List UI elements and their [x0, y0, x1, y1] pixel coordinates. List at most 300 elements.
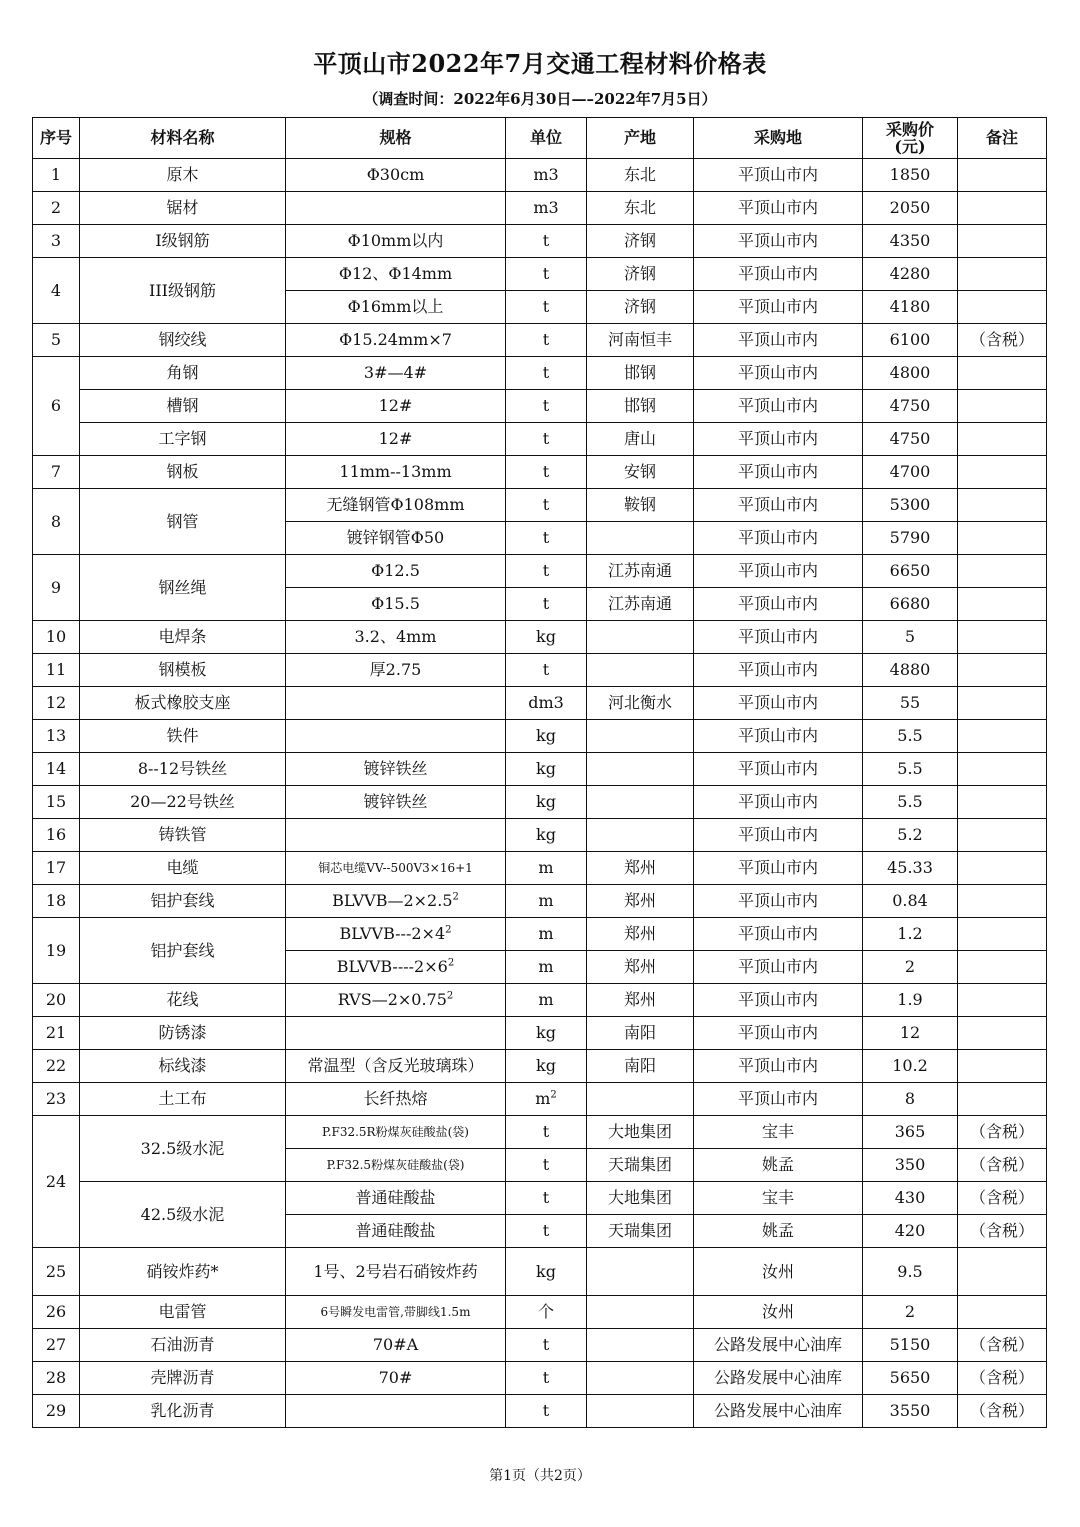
table-row: [33, 1248, 1047, 1296]
cell-purchase-place: [694, 1329, 863, 1362]
table-row: [33, 1362, 1047, 1395]
cell-origin: [587, 819, 694, 852]
cell-no: [33, 192, 80, 225]
cell-material-name-text: 20—22号铁丝: [130, 792, 235, 811]
cell-price-text: 1850: [889, 165, 931, 184]
cell-price-text: 3550: [889, 1401, 931, 1420]
cell-no-text: 27: [45, 1335, 67, 1354]
cell-spec-text: Φ12、Φ14mm: [338, 264, 453, 283]
cell-material-name: [80, 1329, 286, 1362]
cell-origin-text: 南阳: [623, 1056, 656, 1075]
cell-spec: [286, 456, 506, 489]
cell-material-name-text: 锯材: [166, 198, 199, 217]
cell-purchase-place: [694, 522, 863, 555]
cell-no: [33, 654, 80, 687]
superscript: 2: [446, 990, 454, 1002]
cell-price: [863, 555, 958, 588]
cell-spec-text: 3#—4#: [363, 363, 428, 382]
cell-origin: [587, 1149, 694, 1182]
cell-price-text: 5.5: [897, 792, 923, 811]
cell-origin: [587, 588, 694, 621]
cell-material-name-text: 乳化沥青: [150, 1401, 215, 1420]
cell-spec-text: P.F32.5粉煤灰硅酸盐(袋): [326, 1158, 465, 1172]
cell-spec: [286, 654, 506, 687]
cell-origin: [587, 357, 694, 390]
cell-no: [33, 819, 80, 852]
cell-unit: [506, 1050, 587, 1083]
cell-note-text: （含税）: [969, 330, 1034, 349]
cell-no-text: 9: [50, 577, 62, 597]
cell-purchase-place: [694, 918, 863, 951]
cell-unit-text: t: [542, 1401, 550, 1420]
cell-unit-text: t: [542, 462, 550, 481]
cell-purchase-place: [694, 390, 863, 423]
cell-unit-text: m3: [533, 198, 559, 217]
cell-material-name: [80, 489, 286, 555]
cell-unit-text: t: [542, 561, 550, 580]
cell-purchase-place-text: 平顶山市内: [737, 891, 818, 910]
cell-purchase-place-text: 平顶山市内: [737, 858, 818, 877]
cell-origin-text: 郑州: [623, 891, 656, 910]
cell-material-name-text: 铁件: [166, 726, 199, 745]
cell-spec: [286, 225, 506, 258]
cell-purchase-place-text: 平顶山市内: [737, 594, 818, 613]
cell-price-text: 420: [894, 1221, 926, 1240]
cell-purchase-place: [694, 588, 863, 621]
cell-unit: [506, 522, 587, 555]
cell-purchase-place: [694, 1248, 863, 1296]
cell-unit-text: m3: [533, 165, 559, 184]
cell-no-text: 1: [50, 165, 62, 184]
cell-purchase-place: [694, 423, 863, 456]
cell-price-text: 4880: [889, 660, 931, 679]
cell-unit-text: m: [535, 1089, 551, 1108]
cell-spec-text: 镀锌铁丝: [363, 759, 428, 778]
cell-no: [33, 1116, 80, 1248]
cell-note: [958, 1182, 1047, 1215]
cell-no: [33, 786, 80, 819]
cell-no: [33, 225, 80, 258]
cell-no: [33, 852, 80, 885]
cell-note-text: （含税）: [969, 1221, 1034, 1240]
cell-unit: [506, 1395, 587, 1428]
cell-origin: [587, 1083, 694, 1116]
cell-note: [958, 1296, 1047, 1329]
cell-material-name: [80, 687, 286, 720]
table-row: [33, 885, 1047, 918]
cell-price: [863, 1083, 958, 1116]
cell-unit: [506, 984, 587, 1017]
cell-spec: [286, 390, 506, 423]
cell-unit-text: t: [542, 1188, 550, 1207]
cell-purchase-place: [694, 951, 863, 984]
cell-unit-text: m: [538, 924, 554, 943]
cell-price-text: 2050: [889, 198, 931, 217]
table-row: [33, 1329, 1047, 1362]
cell-spec: [286, 357, 506, 390]
cell-no: [33, 1395, 80, 1428]
cell-unit: [506, 1182, 587, 1215]
cell-origin-text: 南阳: [623, 1023, 656, 1042]
cell-material-name-text: 钢模板: [158, 660, 207, 679]
cell-spec-text: P.F32.5R粉煤灰硅酸盐(袋): [322, 1125, 469, 1139]
cell-price-text: 6680: [889, 594, 931, 613]
table-row: [33, 324, 1047, 357]
cell-no: [33, 159, 80, 192]
cell-unit: [506, 423, 587, 456]
cell-unit: [506, 786, 587, 819]
cell-origin-text: 东北: [623, 198, 656, 217]
cell-purchase-place: [694, 489, 863, 522]
cell-note-text: （含税）: [969, 1122, 1034, 1141]
cell-price: [863, 786, 958, 819]
cell-no-text: 20: [45, 990, 67, 1009]
cell-unit-text: t: [542, 1335, 550, 1354]
cell-spec: [286, 918, 506, 951]
table-row: [33, 621, 1047, 654]
cell-unit: [506, 1362, 587, 1395]
cell-unit-text: kg: [536, 1056, 556, 1075]
cell-price-text: 0.84: [892, 891, 928, 910]
cell-note: [958, 918, 1047, 951]
cell-material-name: [80, 753, 286, 786]
cell-origin-text: 河南恒丰: [607, 330, 672, 349]
cell-purchase-place-text: 平顶山市内: [737, 198, 818, 217]
cell-unit: [506, 918, 587, 951]
cell-unit-text: t: [542, 1122, 550, 1141]
cell-price-text: 10.2: [892, 1056, 928, 1075]
cell-no: [33, 720, 80, 753]
cell-no-text: 17: [45, 858, 67, 877]
cell-purchase-place: [694, 159, 863, 192]
cell-unit-text: m: [538, 957, 554, 976]
cell-material-name: [80, 1395, 286, 1428]
cell-purchase-place-text: 平顶山市内: [737, 429, 818, 448]
cell-purchase-place: [694, 1395, 863, 1428]
cell-purchase-place-text: 公路发展中心油库: [713, 1335, 842, 1354]
cell-price: [863, 456, 958, 489]
cell-price-text: 45.33: [887, 858, 933, 877]
cell-origin: [587, 1248, 694, 1296]
cell-origin-text: 江苏南通: [607, 594, 672, 613]
cell-price: [863, 357, 958, 390]
cell-purchase-place-text: 姚孟: [761, 1221, 794, 1240]
superscript: 2: [550, 1089, 557, 1101]
cell-note: [958, 324, 1047, 357]
table-row: [33, 1050, 1047, 1083]
cell-no-text: 21: [45, 1023, 67, 1042]
cell-note: [958, 225, 1047, 258]
cell-purchase-place-text: 汝州: [761, 1261, 794, 1281]
cell-material-name: [80, 1182, 286, 1248]
cell-purchase-place-text: 平顶山市内: [737, 330, 818, 349]
cell-no-text: 19: [45, 940, 67, 960]
cell-origin-text: 天瑞集团: [607, 1221, 672, 1240]
cell-material-name-text: 土工布: [158, 1089, 207, 1108]
cell-origin-text: 江苏南通: [607, 561, 672, 580]
cell-no-text: 7: [50, 462, 62, 481]
superscript: 2: [452, 891, 459, 903]
cell-origin: [587, 555, 694, 588]
cell-spec: [286, 687, 506, 720]
cell-price: [863, 720, 958, 753]
cell-origin: [587, 1215, 694, 1248]
cell-material-name: [80, 357, 286, 390]
table-row: [33, 786, 1047, 819]
cell-price: [863, 159, 958, 192]
cell-unit-text: m: [538, 858, 554, 877]
cell-material-name-text: 板式橡胶支座: [134, 693, 231, 712]
cell-no: [33, 489, 80, 555]
cell-no: [33, 1050, 80, 1083]
cell-material-name-text: 壳牌沥青: [150, 1368, 215, 1387]
cell-unit: [506, 753, 587, 786]
cell-note: [958, 786, 1047, 819]
cell-price: [863, 1017, 958, 1050]
cell-purchase-place: [694, 1362, 863, 1395]
cell-purchase-place: [694, 456, 863, 489]
cell-unit-text: t: [542, 495, 550, 514]
cell-note: [958, 1215, 1047, 1248]
cell-spec-text: 普通硅酸盐: [355, 1221, 436, 1240]
cell-note: [958, 588, 1047, 621]
cell-purchase-place: [694, 1296, 863, 1329]
cell-spec-text: BLVVB—2×2.5: [332, 891, 453, 910]
cell-origin-text: 济钢: [623, 231, 656, 250]
cell-spec: [286, 1083, 506, 1116]
cell-spec-text: 无缝钢管Φ108mm: [326, 495, 465, 514]
cell-note: [958, 720, 1047, 753]
cell-note: [958, 1050, 1047, 1083]
cell-unit-text: kg: [536, 1023, 556, 1042]
cell-origin-text: 天瑞集团: [607, 1155, 672, 1174]
cell-spec-text: Φ15.5: [371, 594, 420, 613]
cell-spec: [286, 621, 506, 654]
cell-note: [958, 1083, 1047, 1116]
cell-material-name-text: 硝铵炸药*: [146, 1261, 219, 1281]
cell-unit-text: kg: [536, 1261, 556, 1281]
cell-material-name-text: 石油沥青: [150, 1335, 215, 1354]
cell-purchase-place: [694, 1116, 863, 1149]
cell-unit: [506, 1083, 587, 1116]
cell-no-text: 13: [45, 726, 67, 745]
cell-price: [863, 852, 958, 885]
cell-purchase-place-text: 平顶山市内: [737, 363, 818, 382]
cell-unit: [506, 720, 587, 753]
cell-purchase-place-text: 平顶山市内: [737, 1089, 818, 1108]
cell-unit-text: kg: [536, 825, 556, 844]
cell-note: [958, 1248, 1047, 1296]
cell-unit-text: t: [542, 396, 550, 415]
cell-spec-text: 镀锌钢管Φ50: [346, 528, 445, 547]
cell-price: [863, 1050, 958, 1083]
cell-price-text: 5790: [889, 528, 931, 547]
cell-unit: [506, 456, 587, 489]
cell-no-text: 4: [50, 280, 62, 300]
cell-material-name: [80, 390, 286, 423]
cell-spec: [286, 291, 506, 324]
cell-origin: [587, 489, 694, 522]
cell-unit: [506, 1248, 587, 1296]
cell-spec-text: 常温型（含反光玻璃珠）: [307, 1056, 484, 1075]
cell-price: [863, 423, 958, 456]
cell-origin-text: 济钢: [623, 297, 656, 316]
cell-spec-text: 6号瞬发电雷管,带脚线1.5m: [320, 1305, 471, 1319]
cell-unit-text: dm3: [528, 693, 564, 712]
cell-no-text: 16: [45, 825, 67, 844]
cell-purchase-place-text: 平顶山市内: [737, 297, 818, 316]
cell-unit-text: t: [542, 1155, 550, 1174]
table-row: [33, 1083, 1047, 1116]
cell-spec: [286, 1248, 506, 1296]
table-row: [33, 1116, 1047, 1149]
cell-material-name-text: 钢管: [166, 511, 199, 531]
cell-unit-text: t: [542, 660, 550, 679]
cell-spec-text: 3.2、4mm: [354, 627, 437, 646]
cell-no-text: 5: [50, 330, 62, 349]
cell-purchase-place: [694, 852, 863, 885]
cell-spec: [286, 324, 506, 357]
cell-no-text: 24: [45, 1171, 67, 1191]
cell-purchase-place: [694, 621, 863, 654]
cell-price-text: 4180: [889, 297, 931, 316]
cell-price: [863, 1182, 958, 1215]
cell-purchase-place: [694, 984, 863, 1017]
cell-origin: [587, 951, 694, 984]
cell-unit: [506, 390, 587, 423]
cell-origin: [587, 456, 694, 489]
table-row: [33, 720, 1047, 753]
cell-material-name-text: 钢丝绳: [158, 577, 207, 597]
cell-price-text: 12: [899, 1023, 921, 1042]
superscript: 2: [445, 924, 452, 936]
cell-no: [33, 885, 80, 918]
cell-note-text: （含税）: [969, 1155, 1034, 1174]
cell-material-name-text: 槽钢: [166, 396, 199, 415]
cell-spec-text: Φ30cm: [366, 165, 425, 184]
table-row: [33, 489, 1047, 522]
cell-no-text: 25: [45, 1261, 67, 1281]
cell-note: [958, 423, 1047, 456]
cell-price-text: 5.5: [897, 759, 923, 778]
cell-origin-text: 安钢: [623, 462, 656, 481]
cell-purchase-place: [694, 555, 863, 588]
cell-origin: [587, 225, 694, 258]
cell-origin: [587, 1329, 694, 1362]
col-header-origin: 产地: [587, 118, 694, 159]
cell-origin: [587, 522, 694, 555]
cell-material-name-text: 电缆: [166, 858, 199, 877]
cell-origin: [587, 1362, 694, 1395]
cell-spec: [286, 819, 506, 852]
cell-origin: [587, 159, 694, 192]
cell-material-name-text: Ⅰ级钢筋: [155, 231, 210, 250]
cell-no: [33, 687, 80, 720]
cell-price-text: 5150: [889, 1335, 931, 1354]
cell-origin: [587, 621, 694, 654]
cell-price-text: 4700: [889, 462, 931, 481]
cell-purchase-place-text: 平顶山市内: [737, 957, 818, 976]
cell-unit: [506, 885, 587, 918]
cell-price: [863, 1215, 958, 1248]
cell-unit: [506, 819, 587, 852]
cell-origin-text: 邯钢: [623, 396, 656, 415]
cell-spec: [286, 1116, 506, 1149]
cell-spec: [286, 258, 506, 291]
cell-material-name: [80, 1362, 286, 1395]
cell-purchase-place: [694, 324, 863, 357]
cell-no: [33, 456, 80, 489]
cell-no-text: 12: [45, 693, 67, 712]
table-row: [33, 687, 1047, 720]
cell-material-name: [80, 720, 286, 753]
cell-origin: [587, 390, 694, 423]
cell-purchase-place: [694, 225, 863, 258]
cell-purchase-place-text: 平顶山市内: [737, 693, 818, 712]
table-row: [33, 1017, 1047, 1050]
cell-material-name-text: 原木: [166, 165, 199, 184]
cell-spec-text: 长纤热熔: [363, 1089, 428, 1108]
cell-material-name: [80, 1017, 286, 1050]
cell-purchase-place-text: 宝丰: [761, 1188, 794, 1207]
cell-unit: [506, 1149, 587, 1182]
cell-note: [958, 1395, 1047, 1428]
cell-spec: [286, 192, 506, 225]
cell-no-text: 10: [45, 627, 67, 646]
cell-purchase-place-text: 平顶山市内: [737, 627, 818, 646]
cell-origin-text: 大地集团: [607, 1188, 672, 1207]
cell-material-name-text: III级钢筋: [149, 280, 216, 300]
superscript: 2: [447, 957, 455, 969]
cell-no-text: 26: [45, 1302, 67, 1321]
cell-material-name: [80, 159, 286, 192]
cell-spec-text: 普通硅酸盐: [355, 1188, 436, 1207]
cell-purchase-place-text: 宝丰: [761, 1122, 794, 1141]
cell-spec-text: 11mm--13mm: [339, 462, 452, 481]
cell-note: [958, 192, 1047, 225]
cell-unit-text: t: [542, 429, 550, 448]
table-body: [33, 159, 1047, 1428]
cell-note: [958, 753, 1047, 786]
cell-purchase-place-text: 汝州: [761, 1302, 794, 1321]
cell-origin: [587, 918, 694, 951]
cell-purchase-place: [694, 786, 863, 819]
cell-purchase-place-text: 平顶山市内: [737, 495, 818, 514]
cell-price: [863, 324, 958, 357]
cell-no: [33, 324, 80, 357]
cell-note: [958, 687, 1047, 720]
cell-price-text: 350: [894, 1155, 926, 1174]
cell-material-name-text: 8--12号铁丝: [137, 759, 228, 778]
cell-purchase-place-text: 平顶山市内: [737, 990, 818, 1009]
cell-material-name-text: 标线漆: [158, 1056, 207, 1075]
cell-material-name-text: 32.5级水泥: [140, 1138, 225, 1158]
cell-unit: [506, 621, 587, 654]
cell-note: [958, 159, 1047, 192]
cell-purchase-place: [694, 885, 863, 918]
cell-no: [33, 555, 80, 621]
table-row: [33, 654, 1047, 687]
cell-spec-text: 12#: [378, 429, 413, 448]
cell-no-text: 29: [45, 1401, 67, 1420]
cell-no: [33, 1329, 80, 1362]
cell-price: [863, 258, 958, 291]
table-row: [33, 555, 1047, 588]
cell-origin: [587, 1395, 694, 1428]
cell-material-name: [80, 555, 286, 621]
cell-note: [958, 654, 1047, 687]
cell-material-name: [80, 885, 286, 918]
